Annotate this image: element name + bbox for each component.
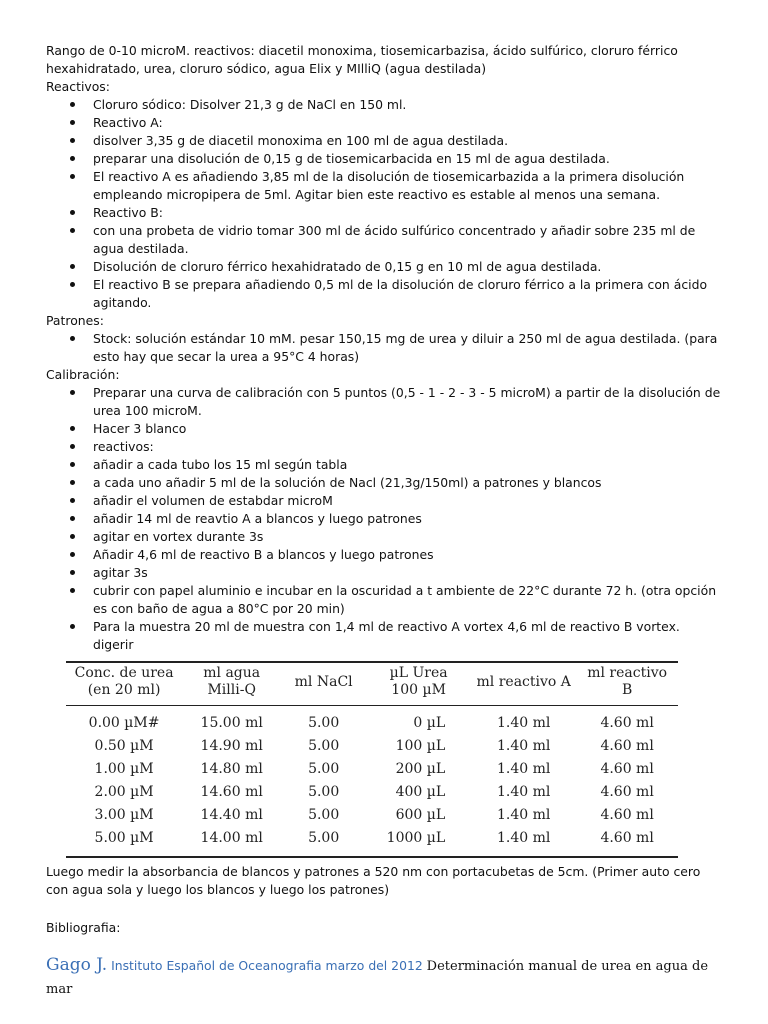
table-cell: 1.00 µM — [94, 761, 154, 777]
table-cell: 14.80 ml — [200, 761, 263, 777]
table-cell: 14.00 ml — [200, 830, 263, 846]
table-cell: 5.00 — [308, 715, 340, 731]
header-text: Conc. de urea — [74, 665, 174, 681]
header-text: Milli-Q — [207, 682, 256, 698]
table-cell: 4.60 ml — [600, 784, 654, 800]
table-cell: 0.00 µM# — [88, 715, 160, 731]
table-cell: 5.00 — [308, 738, 340, 754]
header-text: ml NaCl — [294, 673, 353, 690]
table-row — [66, 781, 678, 804]
patrones-heading: Patrones: — [46, 313, 104, 328]
calibration-table — [66, 661, 678, 858]
list-item: Preparar una curva de calibración con 5 puntos (0,5 - 1 - 2 - 3 - 5 microM) a partir de la disolución de urea 100 microM. — [46, 384, 722, 420]
list-item: Cloruro sódico: Disolver 21,3 g de NaCl en 150 ml. — [46, 96, 722, 114]
list-item: añadir el volumen de estabdar microM — [46, 492, 722, 510]
header-text: ml agua — [203, 665, 261, 681]
intro-line-1: Rango de 0-10 microM. reactivos: diacetil monoxima, tiosemicarbazisa, ácido sulfúrico, cloruro férrico — [46, 43, 678, 58]
table-cell: 1.40 ml — [497, 715, 551, 731]
table-cell: 1.40 ml — [497, 761, 551, 777]
table-cell: 400 µL — [395, 784, 446, 800]
header-text: ml reactivo A — [476, 673, 571, 690]
header-text: (en 20 ml) — [87, 682, 161, 698]
reactivos-list — [46, 96, 722, 312]
table-row — [66, 735, 678, 758]
table-row — [66, 758, 678, 781]
header-text: 100 µM — [391, 682, 446, 698]
header-text: µL Urea — [389, 665, 448, 681]
list-item: preparar una disolución de 0,15 g de tiosemicarbacida en 15 ml de agua destilada. — [46, 150, 722, 168]
table-cell: 5.00 — [308, 784, 340, 800]
calibracion-heading: Calibración: — [46, 367, 120, 382]
table-cell: 4.60 ml — [600, 830, 654, 846]
bibliografia-heading: Bibliografia: — [46, 920, 121, 935]
list-item: Añadir 4,6 ml de reactivo B a blancos y luego patrones — [46, 546, 722, 564]
list-item: a cada uno añadir 5 ml de la solución de Nacl (21,3g/150ml) a patrones y blancos — [46, 474, 722, 492]
table-cell: 200 µL — [395, 761, 446, 777]
list-item: reactivos: — [46, 438, 722, 456]
table-cell: 2.00 µM — [94, 784, 154, 800]
list-item: añadir a cada tubo los 15 ml según tabla — [46, 456, 722, 474]
table-cell: 4.60 ml — [600, 738, 654, 754]
table-cell: 3.00 µM — [94, 807, 154, 823]
list-item: Disolución de cloruro férrico hexahidratado de 0,15 g en 10 ml de agua destilada. — [46, 258, 722, 276]
bibliography-reference — [46, 954, 722, 1001]
list-item: Reactivo A: — [46, 114, 722, 132]
table-cell: 0.50 µM — [94, 738, 154, 754]
table-cell: 14.40 ml — [200, 807, 263, 823]
list-item: El reactivo A es añadiendo 3,85 ml de la disolución de tiosemicarbazida a la primera disolución empleando micropipera de 5ml. Agitar bien este reactivo es estable al menos una semana. — [46, 168, 722, 204]
table-cell: 4.60 ml — [600, 807, 654, 823]
reference-author: Gago J. — [46, 955, 108, 975]
list-item: cubrir con papel aluminio e incubar en la oscuridad a t ambiente de 22°C durante 72 h. (otra opción es con baño de agua a 80°C por 20 min) — [46, 582, 722, 618]
reference-institution: Instituto Español de Oceanografia marzo del 2012 — [111, 958, 423, 973]
list-item: agitar en vortex durante 3s — [46, 528, 722, 546]
table-cell: 1.40 ml — [497, 738, 551, 754]
header-ul-urea — [366, 662, 471, 706]
list-item: Para la muestra 20 ml de muestra con 1,4 ml de reactivo A vortex 4,6 ml de reactivo B vortex. digerir — [46, 618, 722, 654]
after-table-text: Luego medir la absorbancia de blancos y patrones a 520 nm con portacubetas de 5cm. (Primer auto cero con agua sola y luego los blancos y luego los patrones) — [46, 864, 701, 897]
list-item: añadir 14 ml de reavtio A a blancos y luego patrones — [46, 510, 722, 528]
reactivos-heading: Reactivos: — [46, 79, 110, 94]
header-text: ml reactivo B — [587, 665, 668, 698]
calibration-table-container — [66, 661, 678, 858]
patrones-list — [46, 330, 722, 366]
table-cell: 1.40 ml — [497, 807, 551, 823]
table-cell: 1.40 ml — [497, 784, 551, 800]
list-item: con una probeta de vidrio tomar 300 ml de ácido sulfúrico concentrado y añadir sobre 235 ml de agua destilada. — [46, 222, 722, 258]
header-ml-nacl — [281, 662, 366, 706]
table-cell: 5.00 — [308, 830, 340, 846]
table-row — [66, 804, 678, 827]
reference-title: Determinación manual de urea en agua de mar — [46, 959, 709, 997]
list-item: Hacer 3 blanco — [46, 420, 722, 438]
list-item: Reactivo B: — [46, 204, 722, 222]
header-conc-urea — [66, 662, 182, 706]
header-reactivo-b — [576, 662, 678, 706]
document-body — [46, 42, 722, 1001]
table-cell: 15.00 ml — [200, 715, 263, 731]
table-cell: 600 µL — [395, 807, 446, 823]
list-item: El reactivo B se prepara añadiendo 0,5 ml de la disolución de cloruro férrico a la primera con ácido agitando. — [46, 276, 722, 312]
intro-line-2: hexahidratado, urea, cloruro sódico, agua Elix y MIlliQ (agua destilada) — [46, 61, 487, 76]
table-cell: 14.90 ml — [200, 738, 263, 754]
table-cell: 4.60 ml — [600, 715, 654, 731]
header-reactivo-a — [471, 662, 576, 706]
table-cell: 5.00 — [308, 761, 340, 777]
list-item: Stock: solución estándar 10 mM. pesar 150,15 mg de urea y diluir a 250 ml de agua destilada. (para esto hay que secar la urea a 95°C 4 horas) — [46, 330, 722, 366]
table-cell: 5.00 µM — [94, 830, 154, 846]
list-item: disolver 3,35 g de diacetil monoxima en 100 ml de agua destilada. — [46, 132, 722, 150]
table-row — [66, 827, 678, 857]
table-cell: 14.60 ml — [200, 784, 263, 800]
table-cell: 1.40 ml — [497, 830, 551, 846]
header-ml-agua — [182, 662, 281, 706]
list-item: agitar 3s — [46, 564, 722, 582]
table-cell: 4.60 ml — [600, 761, 654, 777]
table-cell: 1000 µL — [386, 830, 446, 846]
table-cell: 100 µL — [395, 738, 446, 754]
table-cell: 0 µL — [413, 715, 446, 731]
table-cell: 5.00 — [308, 807, 340, 823]
table-header-row — [66, 662, 678, 706]
table-row — [66, 706, 678, 736]
calibracion-list — [46, 384, 722, 654]
